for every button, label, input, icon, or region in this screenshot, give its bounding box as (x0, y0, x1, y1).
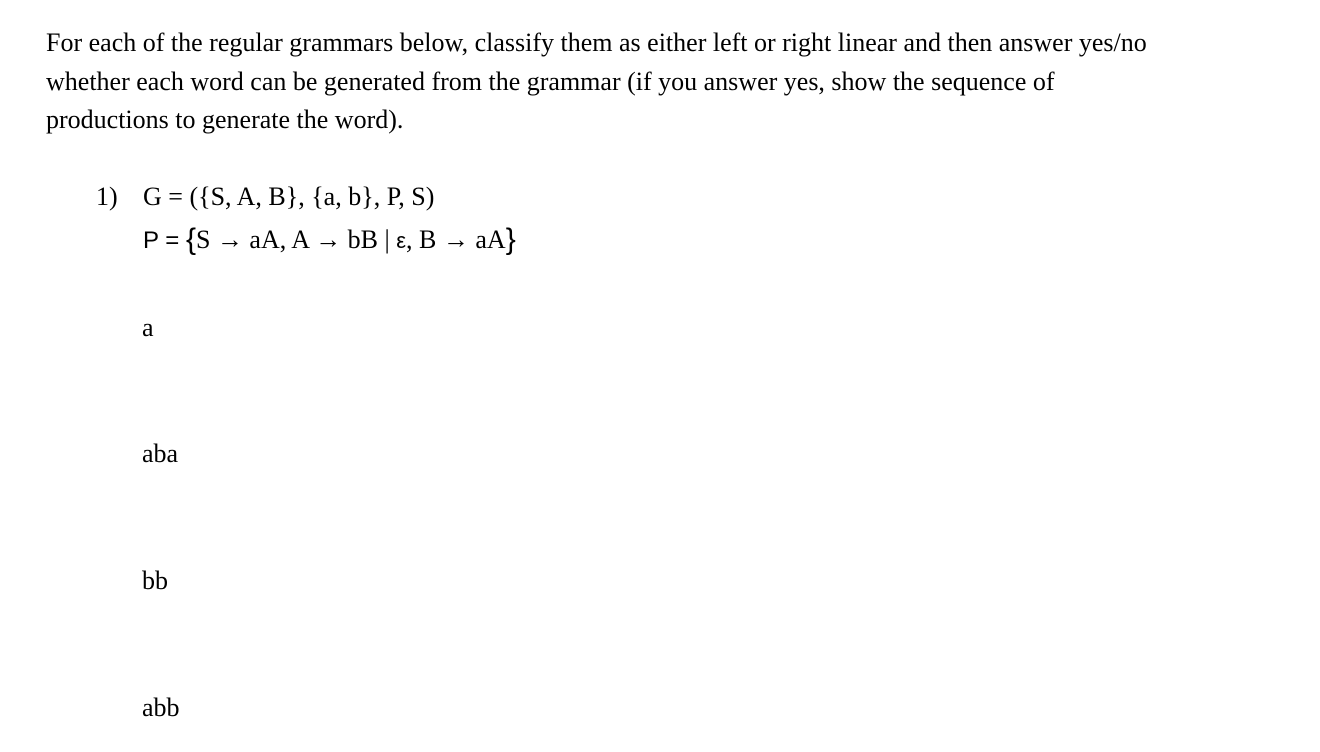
word-1: a (142, 313, 154, 342)
grammar-definition: G = ({S, A, B}, {a, b}, P, S) (143, 182, 435, 211)
problem-number: 1) (96, 182, 118, 211)
instructions-paragraph (46, 24, 1308, 140)
instructions-line-1: For each of the regular grammars below, classify them as either left or right linear and then answer yes/no (46, 28, 1147, 57)
productions-part-2: , B → aA (406, 225, 506, 254)
word-4: abb (142, 693, 180, 722)
instructions-line-3: productions to generate the word). (46, 105, 404, 134)
close-brace: } (505, 223, 516, 256)
epsilon-symbol: ε (396, 228, 407, 253)
productions-part-1: S → aA, A → bB | (195, 225, 397, 254)
instructions-line-2: whether each word can be generated from the grammar (if you answer yes, show the sequence of (46, 66, 1055, 96)
open-brace: { (185, 223, 196, 256)
production-rules (143, 222, 516, 256)
productions-head: P = (143, 227, 186, 254)
word-3: bb (142, 566, 168, 595)
word-2: aba (142, 439, 179, 468)
